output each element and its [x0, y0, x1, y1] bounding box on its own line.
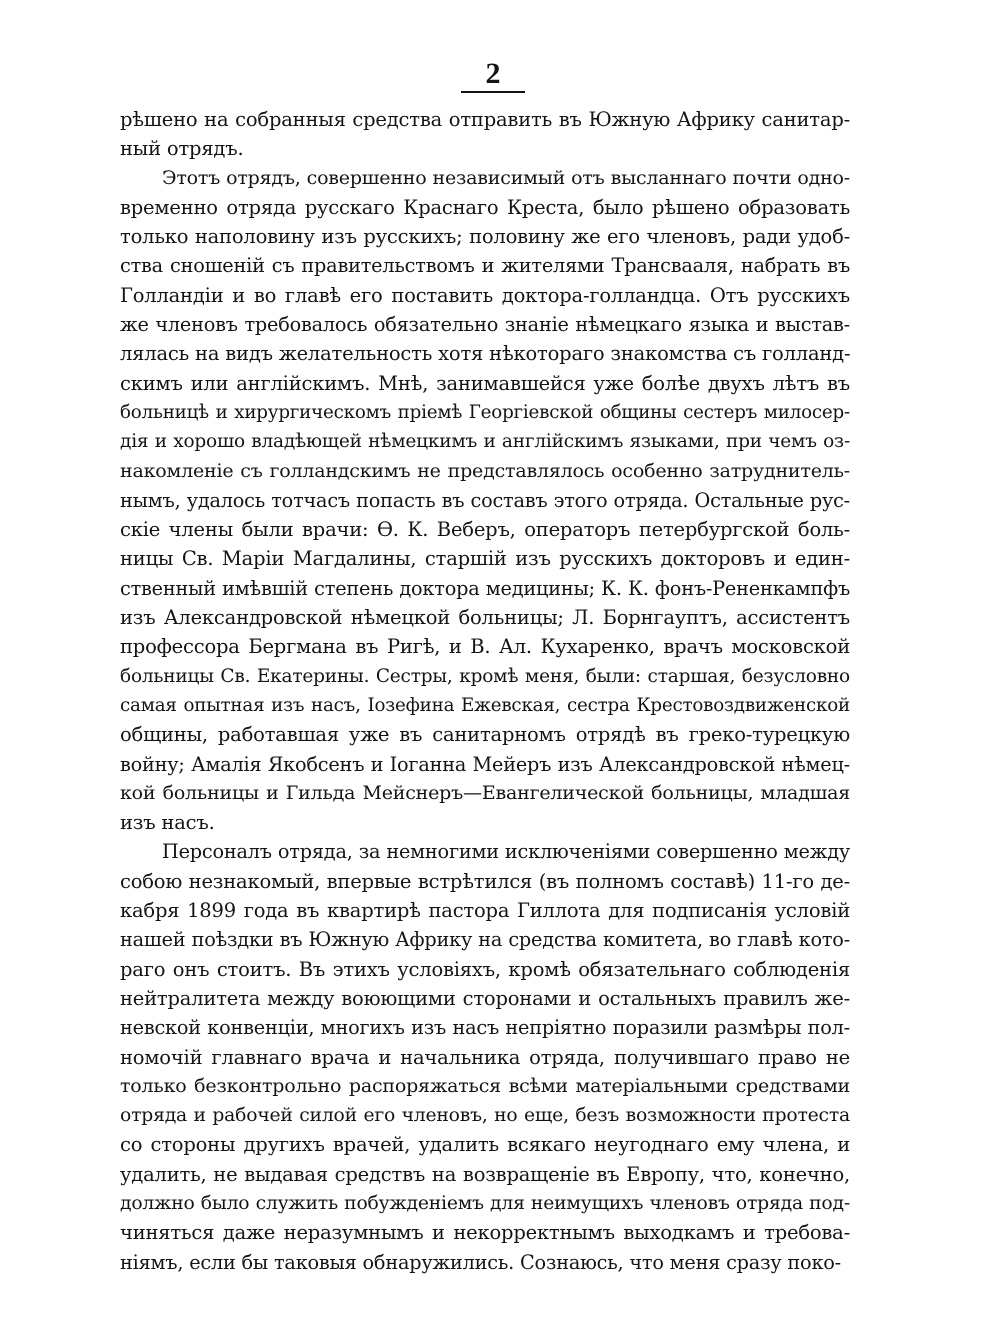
text-line: нейтралитета между воюющими сторонами и остальныхъ правилъ же- — [120, 986, 850, 1010]
text-line: изъ насъ. — [120, 811, 215, 835]
page-number-rule — [461, 91, 525, 93]
document-page — [120, 58, 850, 1277]
text-line: нашей поѣздки въ Южную Африку на средства комитета, во главѣ кото- — [120, 928, 850, 952]
text-line: невской конвенціи, многихъ изъ насъ непріятно поразили размѣры пол- — [120, 1016, 850, 1040]
text-line: собою незнакомый, впервые встрѣтился (въ полномъ составѣ) 11-го де- — [120, 869, 850, 893]
page-number: 2 — [485, 57, 501, 90]
paragraph — [120, 164, 850, 838]
text-line: Персоналъ отряда, за немногими исключеніями совершенно между — [162, 840, 850, 864]
text-line: скіе члены были врачи: Ѳ. К. Веберъ, операторъ петербургской боль- — [120, 518, 850, 542]
paragraph — [120, 105, 850, 164]
text-line: Этотъ отрядъ, совершенно независимый отъ высланнаго почти одно- — [162, 166, 850, 189]
text-line: лялась на видъ желательность хотя нѣкотораго знакомства съ голланд- — [120, 342, 850, 366]
text-line: должно было служить побужденіемъ для неимущихъ членовъ отряда под- — [120, 1192, 850, 1214]
text-line: ницы Св. Маріи Магдалины, старшій изъ русскихъ докторовъ и един- — [120, 547, 850, 571]
text-line: общины, работавшая уже въ санитарномъ отрядѣ въ греко-турецкую — [120, 723, 850, 747]
text-line: больницы Св. Екатерины. Сестры, кромѣ меня, были: старшая, безусловно — [120, 665, 850, 687]
body-text — [120, 105, 850, 1277]
text-line: раго онъ стоитъ. Въ этихъ условіяхъ, кромѣ обязательнаго соблюденія — [120, 957, 850, 981]
text-line: со стороны другихъ врачей, удалить всякаго неугоднаго ему члена, и — [120, 1133, 850, 1157]
text-line: ніямъ, если бы таковыя обнаружились. Сознаюсь, что меня сразу поко- — [120, 1250, 841, 1274]
text-line: отряда и рабочей силой его членовъ, но еще, безъ возможности протеста — [120, 1105, 850, 1127]
text-line: войну; Амалія Якобсенъ и Іоганна Мейеръ изъ Александровской нѣмец- — [120, 752, 850, 776]
text-line: ственный имѣвшій степень доктора медицины; К. К. фонъ-Рененкампфъ — [120, 576, 850, 600]
text-line: ный отрядъ. — [120, 137, 244, 161]
text-line: ства сношеній съ правительствомъ и жителями Трансвааля, набрать въ — [120, 254, 850, 278]
text-line: Голландіи и во главѣ его поставить доктора-голландца. Отъ русскихъ — [120, 283, 850, 307]
text-line: скимъ или англійскимъ. Мнѣ, занимавшейся уже болѣе двухъ лѣтъ въ — [120, 371, 850, 395]
text-line: временно отряда русскаго Краснаго Креста, было рѣшено образовать — [120, 195, 850, 219]
text-line: только безконтрольно распоряжаться всѣми матеріальными средствами — [120, 1074, 850, 1097]
paragraph — [120, 837, 850, 1276]
text-line: дія и хорошо владѣющей нѣмецкимъ и англійскимъ языками, при чемъ оз- — [120, 431, 850, 453]
text-line: номочій главнаго врача и начальника отряда, получившаго право не — [120, 1045, 850, 1069]
text-line: рѣшено на собранныя средства отправить въ Южную Африку санитар- — [120, 108, 850, 131]
text-line: нымъ, удалось тотчасъ попасть въ составъ этого отряда. Остальные рус- — [120, 488, 850, 512]
text-line: удалить, не выдавая средствъ на возвращеніе въ Европу, что, конечно, — [120, 1162, 850, 1186]
text-line: только наполовину изъ русскихъ; половину же его членовъ, ради удоб- — [120, 225, 850, 249]
text-line: изъ Александровской нѣмецкой больницы; Л. Борнгауптъ, ассистентъ — [120, 606, 850, 630]
text-line: профессора Бергмана въ Ригѣ, и В. Ал. Кухаренко, врачъ московской — [120, 635, 850, 659]
text-line: больницѣ и хирургическомъ пріемѣ Георгіевской общины сестеръ милосер- — [120, 401, 850, 423]
text-line: кой больницы и Гильда Мейснеръ—Евангелической больницы, младшая — [120, 781, 850, 804]
text-line: же членовъ требовалось обязательно знаніе нѣмецкаго языка и выстав- — [120, 313, 850, 337]
text-line: кабря 1899 года въ квартирѣ пастора Гиллота для подписанія условій — [120, 899, 850, 923]
text-line: самая опытная изъ насъ, Іозефина Ежевская, сестра Крестовоздвиженской — [120, 694, 850, 716]
text-line: чиняться даже неразумнымъ и некорректнымъ выходкамъ и требова- — [120, 1221, 850, 1245]
text-line: накомленіе съ голландскимъ не представлялось особенно затруднитель- — [120, 459, 850, 482]
